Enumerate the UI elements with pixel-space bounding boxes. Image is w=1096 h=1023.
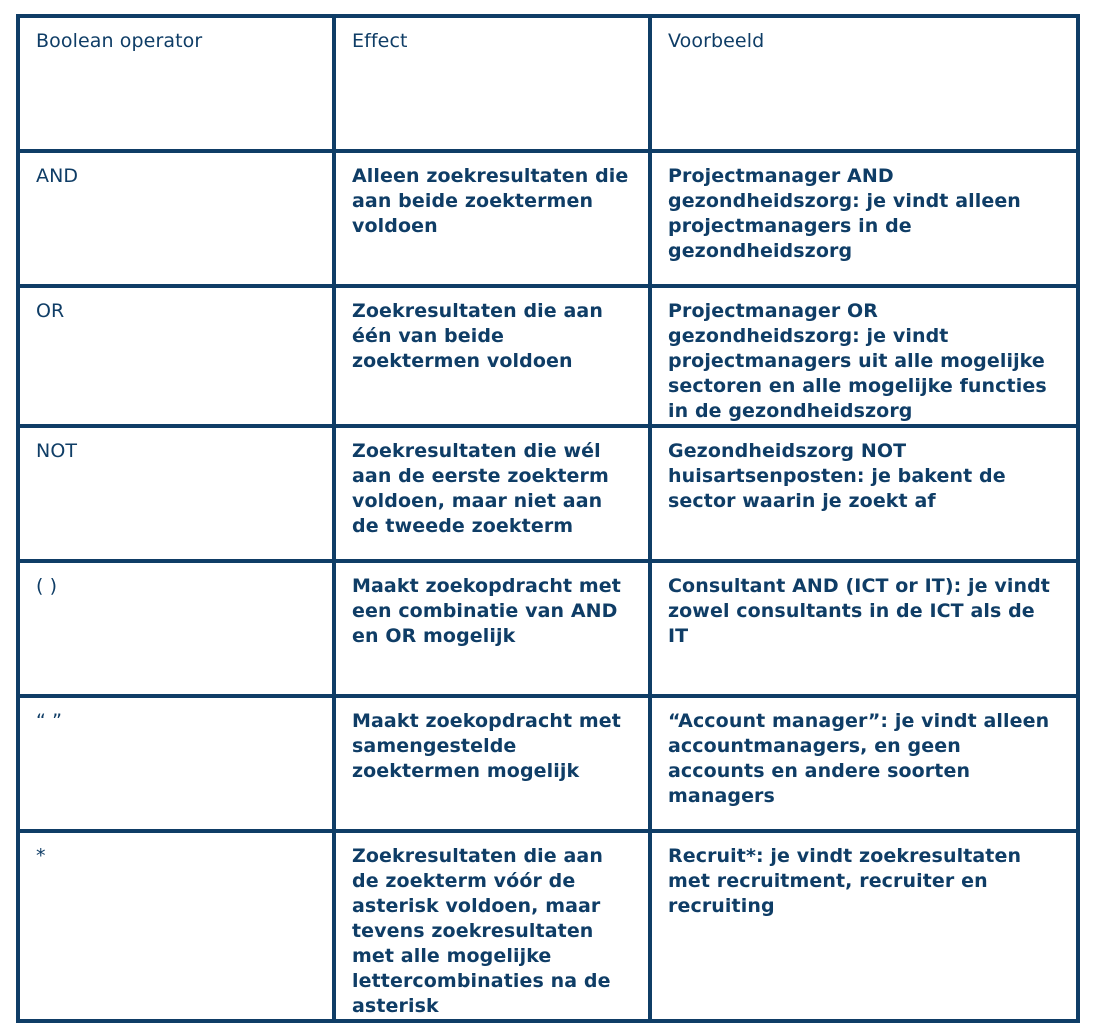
operator-cell: *	[18, 831, 334, 1021]
operator-cell: ( )	[18, 561, 334, 696]
effect-cell: Alleen zoekresultaten die aan beide zoektermen voldoen	[334, 151, 650, 286]
operator-cell: NOT	[18, 426, 334, 561]
header-operator: Boolean operator	[18, 16, 334, 151]
effect-cell: Zoekresultaten die wél aan de eerste zoekterm voldoen, maar niet aan de tweede zoekterm	[334, 426, 650, 561]
operator-cell: “ ”	[18, 696, 334, 831]
header-example: Voorbeeld	[650, 16, 1078, 151]
boolean-operators-table	[16, 14, 1080, 1023]
table-row	[18, 696, 1078, 831]
table-row	[18, 561, 1078, 696]
table-row	[18, 831, 1078, 1021]
effect-text: Zoekresultaten die aan één van beide zoektermen voldoen	[352, 300, 603, 372]
example-cell: “Account manager”: je vindt alleen accountmanagers, en geen accounts en andere soorten managers	[650, 696, 1078, 831]
example-cell: Recruit*: je vindt zoekresultaten met recruitment, recruiter en recruiting	[650, 831, 1078, 1021]
table-row	[18, 151, 1078, 286]
operator-cell: OR	[18, 286, 334, 426]
effect-cell: Maakt zoekopdracht met een combinatie van AND en OR mogelijk	[334, 561, 650, 696]
effect-cell	[334, 286, 650, 426]
example-cell: Gezondheidszorg NOT huisartsenposten: je bakent de sector waarin je zoekt af	[650, 426, 1078, 561]
table-header-row	[18, 16, 1078, 151]
effect-cell: Zoekresultaten die aan de zoekterm vóór de asterisk voldoen, maar tevens zoekresultaten met alle mogelijke lettercombinaties na de asterisk	[334, 831, 650, 1021]
table-row	[18, 426, 1078, 561]
effect-cell: Maakt zoekopdracht met samengestelde zoektermen mogelijk	[334, 696, 650, 831]
example-cell: Consultant AND (ICT or IT): je vindt zowel consultants in de ICT als de IT	[650, 561, 1078, 696]
example-cell: Projectmanager OR gezondheidszorg: je vindt projectmanagers uit alle mogelijke sectoren en alle mogelijke functies in de gezondheidszorg	[650, 286, 1078, 426]
operator-cell: AND	[18, 151, 334, 286]
table-row	[18, 286, 1078, 426]
header-effect: Effect	[334, 16, 650, 151]
example-cell: Projectmanager AND gezondheidszorg: je vindt alleen projectmanagers in de gezondheidszorg	[650, 151, 1078, 286]
